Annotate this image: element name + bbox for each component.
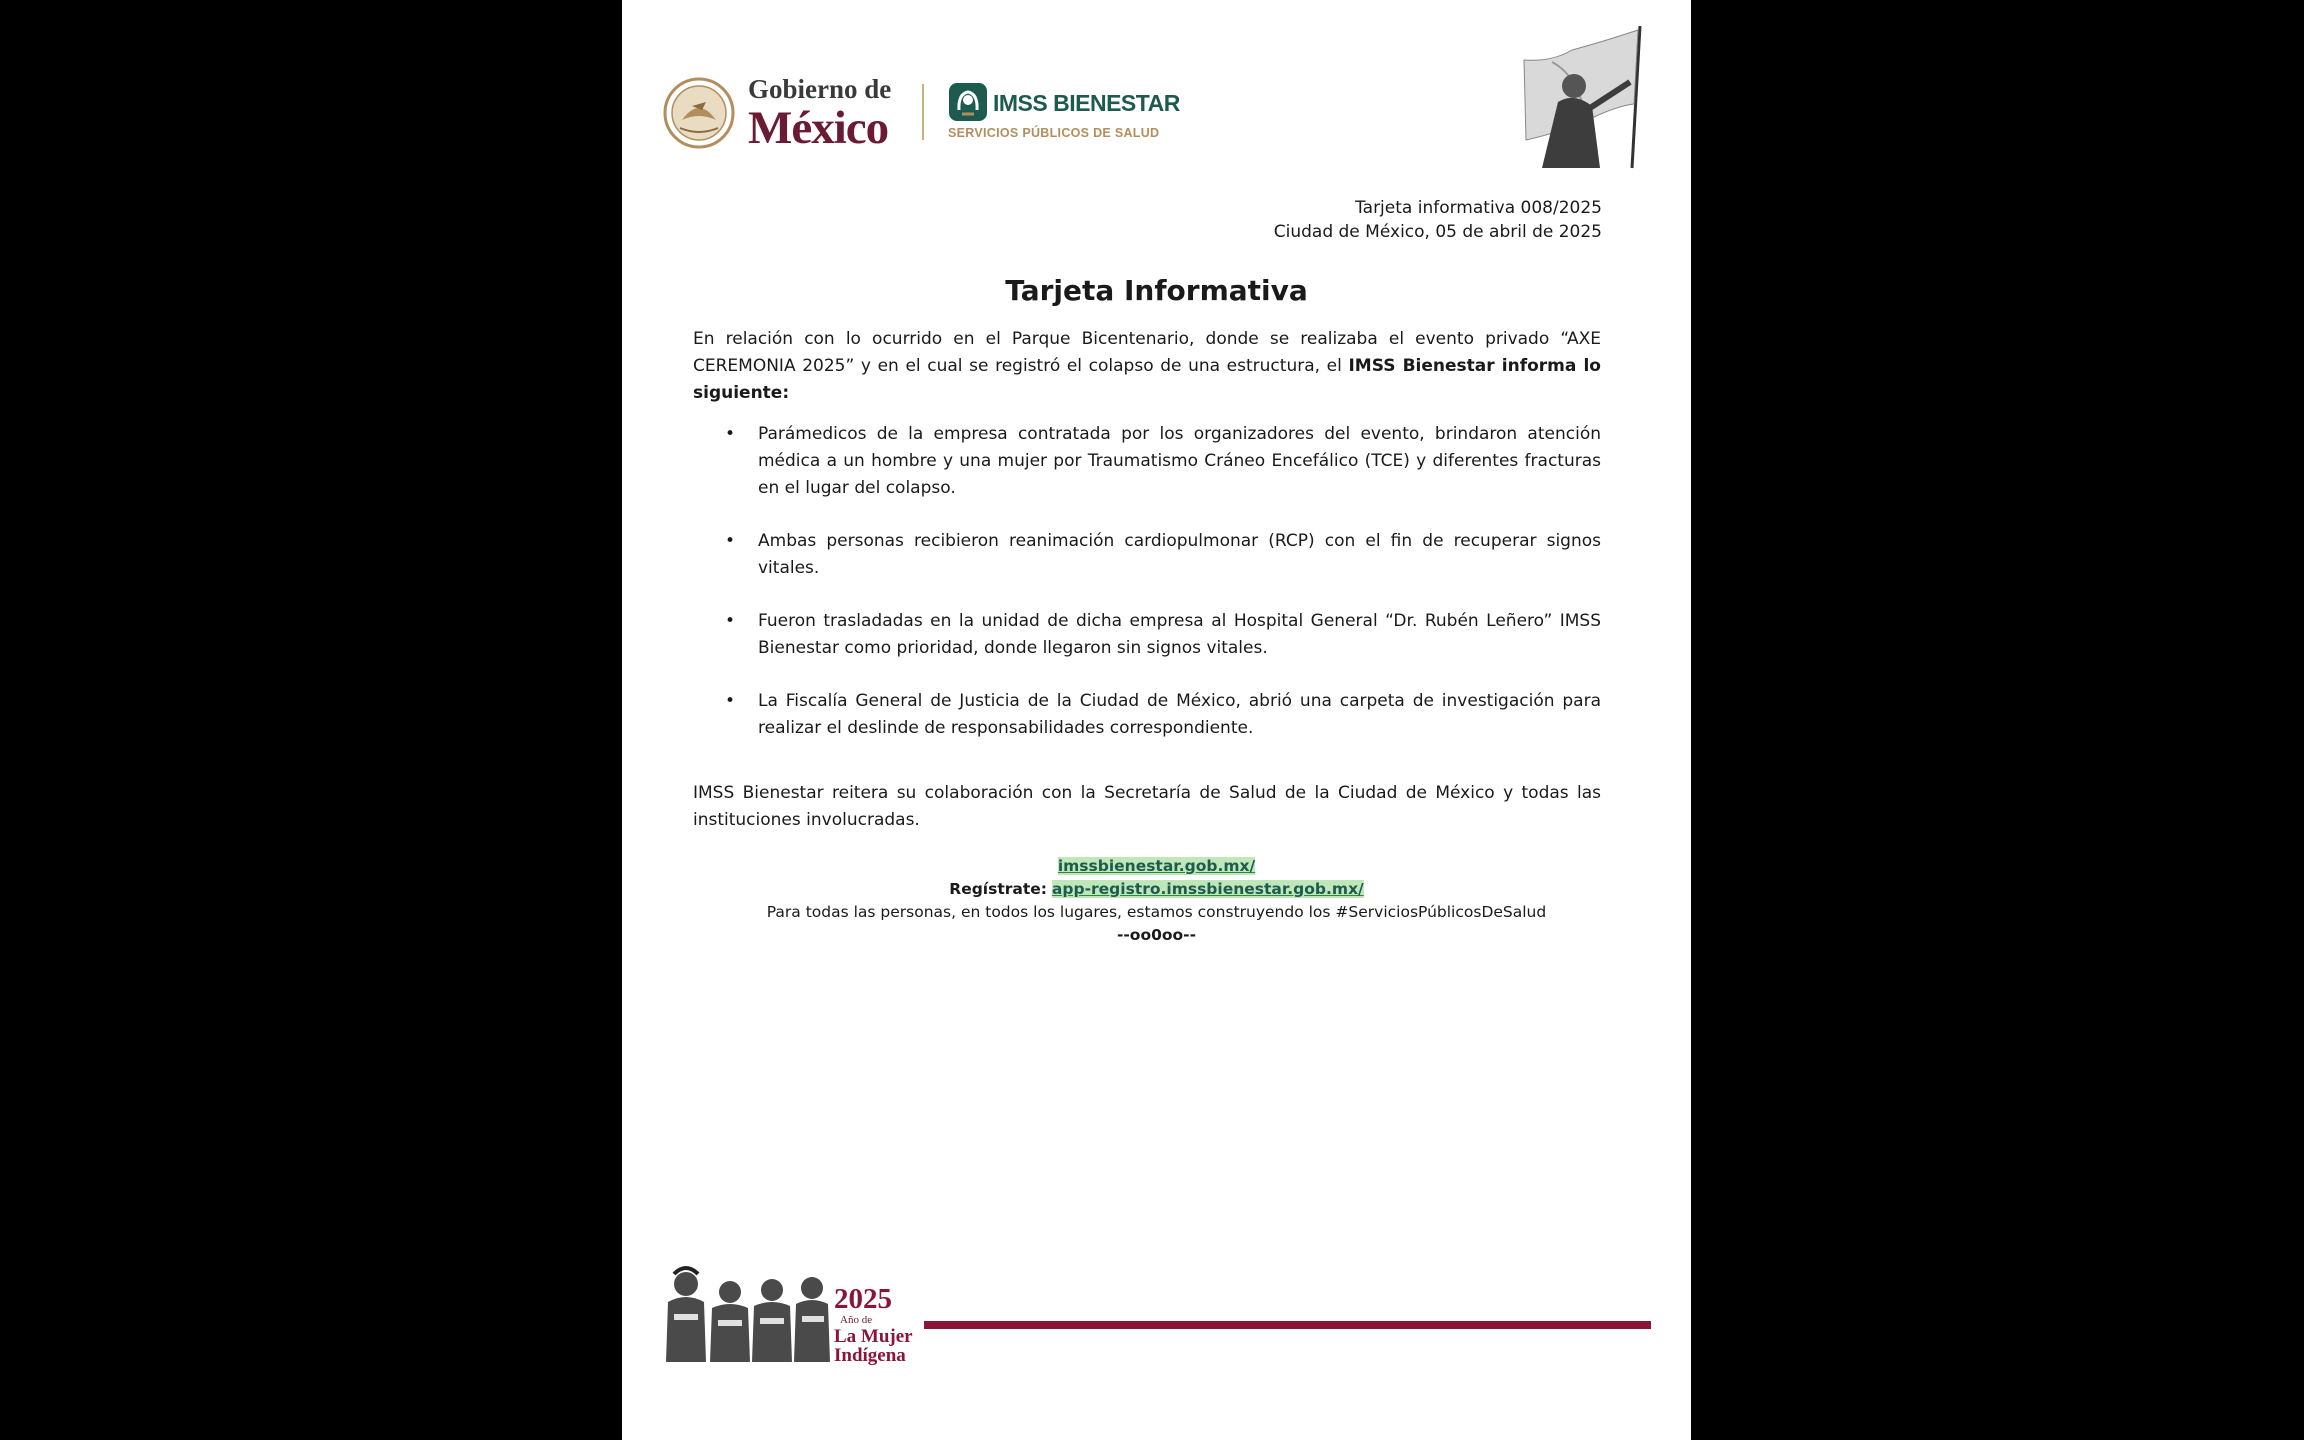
badge-small-text: Año de [840,1314,873,1326]
gov-logo-line1: Gobierno de [748,74,892,104]
document-title: Tarjeta Informativa [1005,274,1308,307]
gobierno-de-mexico-logo [748,76,891,152]
list-item [693,608,1601,662]
list-item-text: Fueron trasladadas en la unidad de dicha empresa al Hospital General “Dr. Rubén Leñero” IMSS Bienestar como prioridad, donde llegaron sin signos vitales. [758,611,1601,658]
list-item [693,421,1601,502]
list-item [693,528,1601,582]
gov-logo-line2: México [748,102,889,154]
list-item-text: La Fiscalía General de Justicia de la Ciudad de México, abrió una carpeta de investigación para realizar el deslinde de responsabilidades correspondiente. [758,691,1601,738]
mexico-coat-of-arms-icon [662,76,740,150]
closing-paragraph: IMSS Bienestar reitera su colaboración con la Secretaría de Salud de la Ciudad de México y todas las instituciones involucradas. [693,783,1601,830]
document-page [622,0,1691,1440]
list-item-text: Ambas personas recibieron reanimación cardiopulmonar (RCP) con el fin de recuperar signos vitales. [758,531,1601,578]
register-label: Regístrate: [949,880,1047,898]
intro-bold: IMSS Bienestar informa lo siguiente: [693,356,1601,403]
imss-bienestar-name: IMSS BIENESTAR [993,90,1180,116]
website-link[interactable]: imssbienestar.gob.mx/ [1057,857,1256,875]
intro-paragraph [693,326,1601,407]
imss-bienestar-emblem-icon [948,82,988,122]
imss-bienestar-subtitle: SERVICIOS PÚBLICOS DE SALUD [948,126,1160,140]
year-of-indigenous-women-badge [834,1285,913,1365]
bullet-list [693,421,1601,768]
register-link[interactable]: app-registro.imssbienestar.gob.mx/ [1051,880,1364,898]
bullet-marker: • [725,424,736,444]
badge-year: 2025 [834,1283,892,1315]
document-number: Tarjeta informativa 008/2025 [1355,198,1602,218]
list-item [693,688,1601,742]
document-meta [1274,196,1602,244]
bullet-marker: • [725,691,736,711]
flag-bearer-illustration [1512,22,1652,170]
badge-line1: La Mujer [834,1326,913,1347]
tagline: Para todas las personas, en todos los lugares, estamos construyendo los #ServiciosPúblicosDeSalud [766,903,1547,921]
document-date: Ciudad de México, 05 de abril de 2025 [1273,222,1602,242]
header-divider [922,84,924,140]
bullet-marker: • [725,611,736,631]
intro-text: En relación con lo ocurrido en el Parque Bicentenario, donde se realizaba el evento privado “AXE CEREMONIA 2025” y en el cual se registró el colapso de una estructura, el [693,329,1601,376]
footer-divider [924,1321,1651,1329]
badge-line2: Indígena [834,1345,906,1366]
footer-links [622,855,1691,947]
indigenous-women-illustration [660,1262,840,1364]
bullet-marker: • [725,531,736,551]
end-mark: --oo0oo-- [1116,926,1197,944]
list-item-text: Parámedicos de la empresa contratada por los organizadores del evento, brindaron atención médica a un hombre y una mujer por Traumatismo Cráneo Encefálico (TCE) y diferentes fracturas en el lugar del colapso. [758,424,1601,498]
